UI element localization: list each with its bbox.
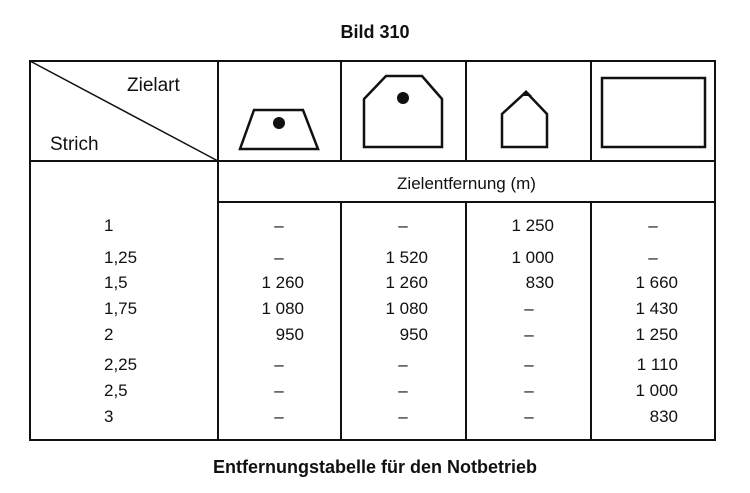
rectangle-target-icon xyxy=(602,78,705,147)
range-value-col-2: – xyxy=(398,216,408,235)
strich-value: 2 xyxy=(104,325,114,344)
header-zielart: Zielart xyxy=(127,75,180,96)
range-value-col-3: – xyxy=(524,325,534,344)
range-value-col-4: 1 110 xyxy=(636,355,678,374)
range-value-col-4: 1 000 xyxy=(635,381,678,400)
range-value-col-2: 1 260 xyxy=(385,273,428,292)
range-value-col-4: 1 250 xyxy=(635,325,678,344)
range-value-col-1: 1 260 xyxy=(261,273,304,292)
header-strich: Strich xyxy=(50,134,99,155)
range-value-col-1: – xyxy=(274,248,284,267)
range-value-col-2: – xyxy=(398,355,408,374)
range-value-col-1: – xyxy=(274,355,284,374)
strich-value: 2,25 xyxy=(104,355,138,374)
range-value-col-3: – xyxy=(524,407,534,426)
range-value-col-1: 950 xyxy=(275,325,304,344)
range-value-col-4: 1 660 xyxy=(635,273,678,292)
range-value-col-1: – xyxy=(274,381,284,400)
range-value-col-2: 950 xyxy=(399,325,428,344)
strich-value: 3 xyxy=(104,407,114,426)
range-value-col-1: 1 080 xyxy=(261,299,304,318)
range-value-col-2: – xyxy=(398,381,408,400)
range-value-col-4: – xyxy=(648,216,658,235)
range-value-col-1: – xyxy=(274,216,284,235)
range-value-col-3: – xyxy=(524,299,534,318)
range-value-col-4: – xyxy=(648,248,658,267)
trapezoid-target-icon xyxy=(240,110,318,149)
range-value-col-3: – xyxy=(524,381,534,400)
range-value-col-3: 1 250 xyxy=(511,216,554,235)
figure-title: Bild 310 xyxy=(340,22,410,42)
strich-value: 1 xyxy=(104,216,114,235)
range-value-col-3: 830 xyxy=(525,273,554,292)
range-value-col-2: – xyxy=(398,407,408,426)
range-value-col-2: 1 080 xyxy=(385,299,428,318)
strich-value: 2,5 xyxy=(104,381,128,400)
range-value-col-3: – xyxy=(524,355,534,374)
range-value-col-1: – xyxy=(274,407,284,426)
small-house-target-icon xyxy=(502,90,547,147)
strich-value: 1,25 xyxy=(104,248,138,267)
range-header: Zielentfernung (m) xyxy=(397,174,536,193)
strich-value: 1,75 xyxy=(104,299,138,318)
house-target-icon xyxy=(364,76,442,147)
range-value-col-3: 1 000 xyxy=(511,248,554,267)
range-value-col-4: 1 430 xyxy=(635,299,678,318)
range-value-col-4: 830 xyxy=(649,407,678,426)
strich-value: 1,5 xyxy=(104,273,128,292)
figure-caption: Entfernungstabelle für den Notbetrieb xyxy=(212,457,538,477)
range-value-col-2: 1 520 xyxy=(385,248,428,267)
